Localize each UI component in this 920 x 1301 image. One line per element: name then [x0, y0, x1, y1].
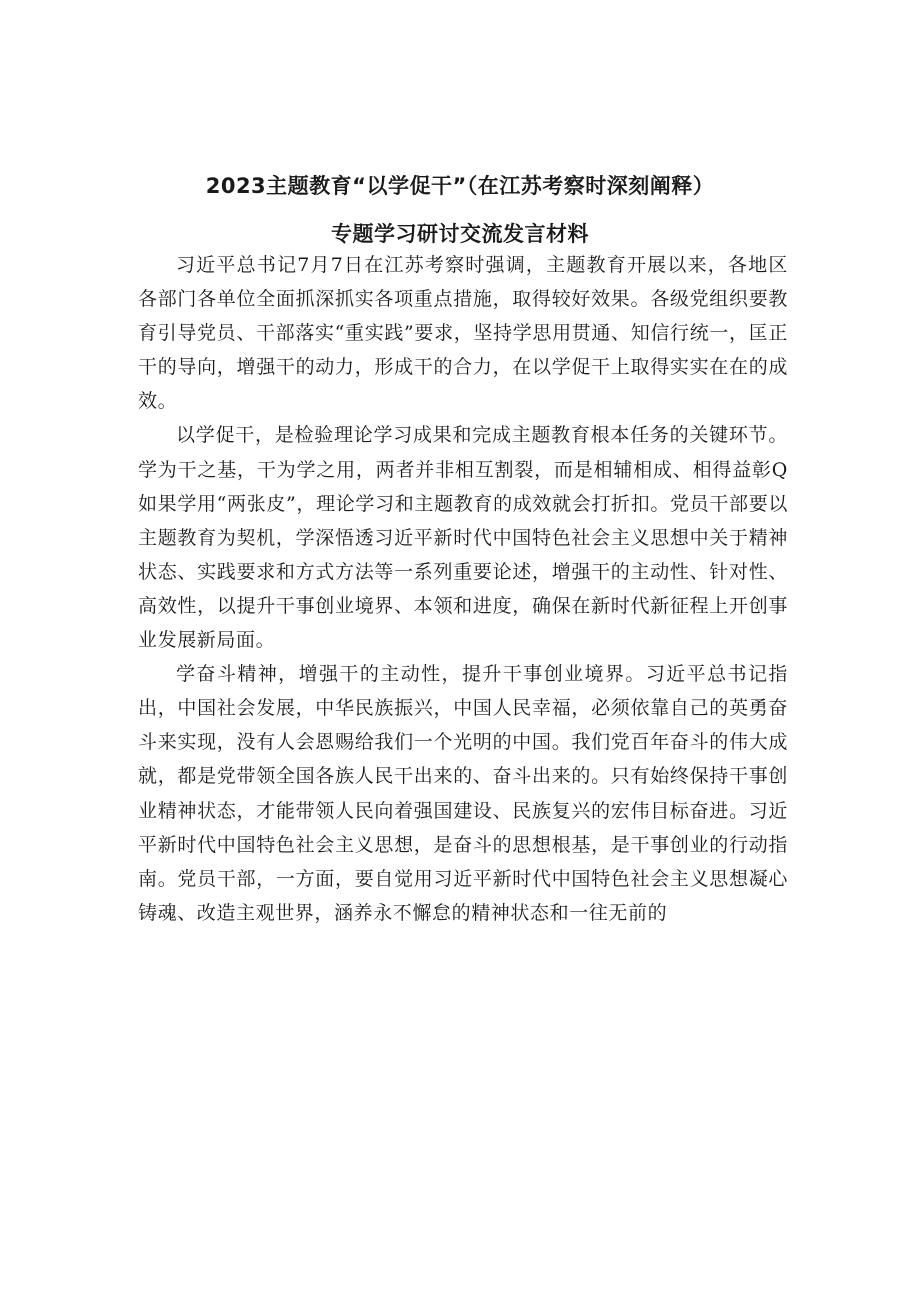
body-paragraph-3: 学奋斗精神，增强干的主动性，提升干事创业境界。习近平总书记指出，中国社会发展，中华民族振兴，中国人民幸福，必须依靠自己的英勇奋斗来实现，没有人会恩赐给我们一个光明的中国。我们党百年奋斗的伟大成就，都是党带领全国各族人民干出来的、奋斗出来的。只有始终保持干事创业精神状态，才能带领人民向着强国建设、民族复兴的宏伟目标奋进。习近平新时代中国特色社会主义思想，是奋斗的思想根基，是干事创业的行动指南。党员干部，一方面，要自觉用习近平新时代中国特色社会主义思想凝心铸魂、改造主观世界，涵养永不懈怠的精神状态和一往无前的: [138, 663, 788, 924]
document-title-line-2: 专题学习研讨交流发言材料: [331, 222, 589, 246]
document-body: [138, 248, 788, 930]
body-paragraph-2: 以学促干，是检验理论学习成果和完成主题教育根本任务的关键环节。学为干之基，干为学之用，两者并非相互割裂，而是相辅相成、相得益彰Q如果学用“两张皮”，理论学习和主题教育的成效就会打折扣。党员干部要以主题教育为契机，学深悟透习近平新时代中国特色社会主义思想中关于精神状态、实践要求和方式方法等一系列重要论述，增强干的主动性、针对性、高效性，以提升干事创业境界、本领和进度，确保在新时代新征程上开创事业发展新局面。: [138, 424, 788, 652]
body-paragraph-1: 习近平总书记7月7日在江苏考察时强调，主题教育开展以来，各地区各部门各单位全面抓深抓实各项重点措施，取得较好效果。各级党组织要教育引导党员、干部落实“重实践”要求，坚持学思用贯通、知信行统一，匡正干的导向，增强干的动力，形成干的合力，在以学促干上取得实实在在的成效。: [138, 254, 788, 413]
document-title-line-1: 2023主题教育“以学促干”（在江苏考察时深刻阐释）: [205, 174, 715, 198]
